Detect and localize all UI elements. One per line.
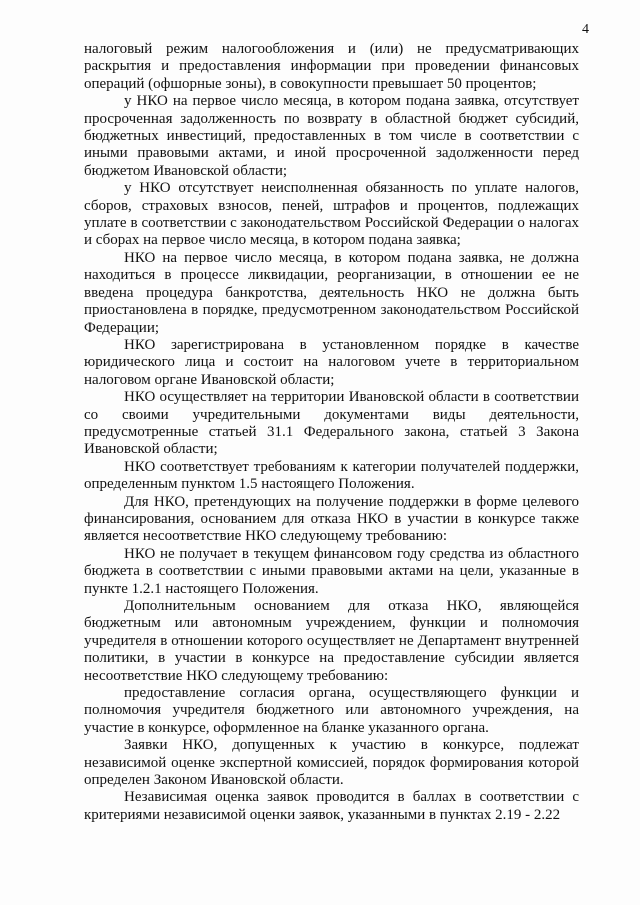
document-body xyxy=(84,41,579,824)
paragraph: НКО не получает в текущем финансовом году средства из областного бюджета в соответствии с иными правовыми актами на цели, указанные в пункте 1.2.1 настоящего Положения. xyxy=(84,545,579,597)
paragraph: НКО соответствует требованиям к категории получателей поддержки, определенным пунктом 1.5 настоящего Положения. xyxy=(84,458,579,493)
paragraph: предоставление согласия органа, осуществляющего функции и полномочия учредителя бюджетного или автономного учреждения, на участие в конкурсе, оформленное на бланке указанного органа. xyxy=(84,685,579,736)
paragraph: НКО на первое число месяца, в котором подана заявка, не должна находиться в процессе ликвидации, реорганизации, в отношении ее не введена процедура банкротства, деятельность НКО не должна быть приостановлена в порядке, предусмотренном законодательством Российской Федерации; xyxy=(84,249,579,336)
paragraph: Заявки НКО, допущенных к участию в конкурсе, подлежат независимой оценке экспертной комиссией, порядок формирования которой определен Законом Ивановской области. xyxy=(84,737,579,789)
paragraph: НКО зарегистрирована в установленном порядке в качестве юридического лица и состоит на налоговом учете в территориальном налоговом органе Ивановской области; xyxy=(84,336,579,388)
paragraph: Независимая оценка заявок проводится в баллах в соответствии с критериями независимой оценки заявок, указанными в пунктах 2.19 - 2.22 xyxy=(84,789,579,823)
paragraph: НКО осуществляет на территории Ивановской области в соответствии со своими учредительными документами виды деятельности, предусмотренные статьей 31.1 Федерального закона, статьей 3 Закона Ивановской области; xyxy=(84,389,579,458)
paragraph: у НКО на первое число месяца, в котором подана заявка, отсутствует просроченная задолженность по возврату в областной бюджет субсидий, бюджетных инвестиций, предоставленных в том числе в соответствии с иными правовыми актами, и иной просроченной задолженности перед бюджетом Ивановской области; xyxy=(84,93,579,179)
paragraph: у НКО отсутствует неисполненная обязанность по уплате налогов, сборов, страховых взносов, пеней, штрафов и процентов, подлежащих уплате в соответствии с законодательством Российской Федерации о налогах и сборах на первое число месяца, в котором подана заявка; xyxy=(84,180,579,249)
page-number: 4 xyxy=(582,22,589,37)
paragraph: налоговый режим налогообложения и (или) не предусматривающих раскрытия и предоставления информации при проведении финансовых операций (офшорные зоны), в совокупности превышает 50 процентов; xyxy=(84,41,579,92)
paragraph: Дополнительным основанием для отказа НКО, являющейся бюджетным или автономным учреждением, функции и полномочия учредителя в отношении которого осуществляет не Департамент внутренней политики, в участии в конкурсе на предоставление субсидии является несоответствие НКО следующему требованию: xyxy=(84,598,579,684)
paragraph: Для НКО, претендующих на получение поддержки в форме целевого финансирования, основанием для отказа НКО в участии в конкурсе также является несоответствие НКО следующему требованию: xyxy=(84,493,579,545)
